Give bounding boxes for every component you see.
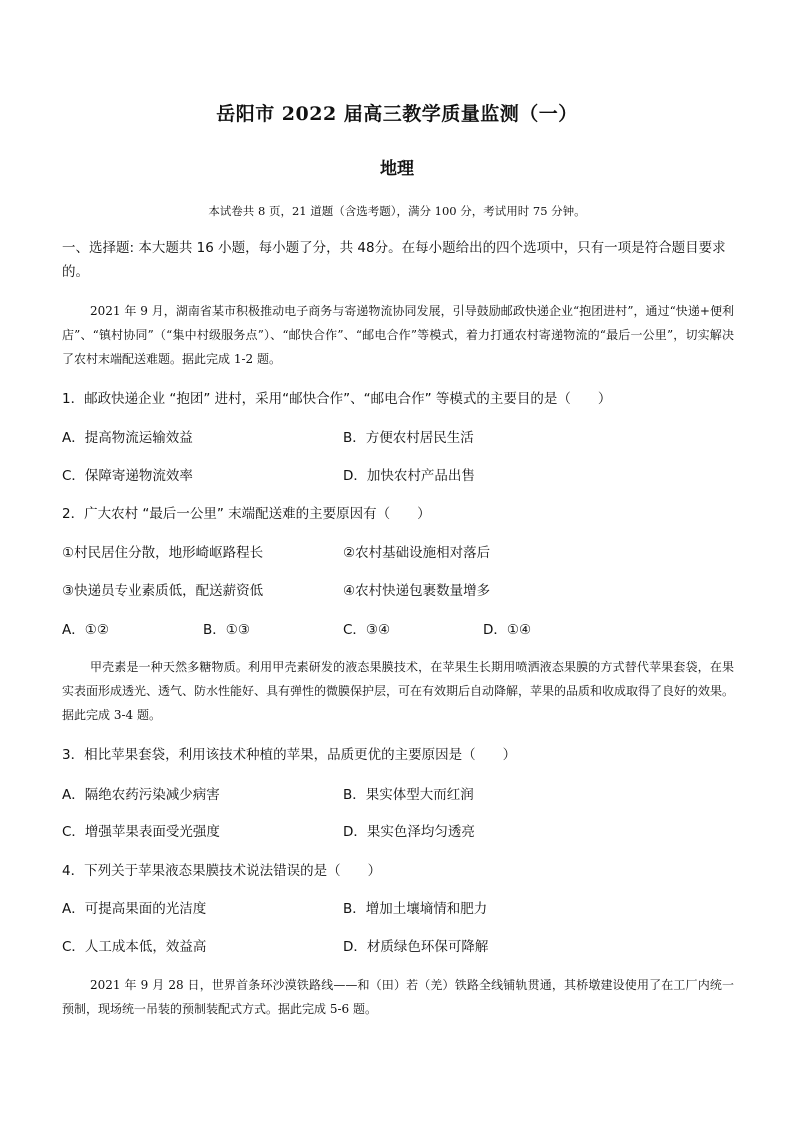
question-1-option-a[interactable]: A．提高物流运输效益 [62,430,193,446]
material-paragraph-1: 2021 年 9 月，湖南省某市积极推动电子商务与寄递物流协同发展，引导鼓励邮政快递企业“抱团进村”，通过“快递+便利店”、“镇村协同”（“集中村级服务点”）、“邮快合作”、“邮电合作”等模式，着力打通农村寄递物流的“最后一公里”，切实解决了农村末端配送难题。据此完成 1-2 题。 [62,304,734,366]
question-4-option-a[interactable]: A．可提高果面的光洁度 [62,901,207,917]
exam-note: 本试卷共 8 页，21 道题（含选考题），满分 100 分，考试用时 75 分钟。 [208,204,586,218]
question-2-option-d[interactable]: D．①④ [483,622,532,638]
question-4-option-c[interactable]: C．人工成本低，效益高 [62,939,207,955]
question-2-statement-4: ④农村快递包裹数量增多 [343,583,491,599]
question-4-stem: 4．下列关于苹果液态果膜技术说法错误的是（ ） [62,863,382,879]
question-3-option-a[interactable]: A．隔绝农药污染减少病害 [62,787,220,803]
question-1-stem: 1．邮政快递企业 “抱团” 进村，采用“邮快合作”、“邮电合作” 等模式的主要目的是（ ） [62,391,612,407]
question-2-statement-2: ②农村基础设施相对落后 [343,545,491,561]
question-2-option-a[interactable]: A．①② [62,622,109,638]
question-3-option-c[interactable]: C．增强苹果表面受光强度 [62,824,220,840]
question-1-option-c[interactable]: C．保障寄递物流效率 [62,468,193,484]
question-4-option-d[interactable]: D．材质绿色环保可降解 [343,939,489,955]
exam-title: 岳阳市 2022 届高三教学质量监测（一） [216,103,578,125]
question-3-stem: 3．相比苹果套袋，利用该技术种植的苹果，品质更优的主要原因是（ ） [62,747,517,763]
question-3-option-d[interactable]: D．果实色泽均匀透亮 [343,824,475,840]
material-paragraph-3: 2021 年 9 月 28 日，世界首条环沙漠铁路线——和（田）若（羌）铁路全线铺轨贯通，其桥墩建设使用了在工厂内统一预制，现场统一吊装的预制装配式方式。据此完成 5-6 题。 [62,978,734,1016]
question-2-stem: 2．广大农村 “最后一公里” 末端配送难的主要原因有（ ） [62,506,431,522]
question-1-option-d[interactable]: D．加快农村产品出售 [343,468,475,484]
section-instruction: 一、选择题: 本大题共 16 小题，每小题了分，共 48分。在每小题给出的四个选项中，只有一项是符合题目要求的。 [62,240,726,280]
question-2-option-c[interactable]: C．③④ [343,622,391,638]
question-2-option-b[interactable]: B．①③ [203,622,250,638]
question-2-statement-1: ①村民居住分散，地形崎岖路程长 [62,545,264,561]
material-paragraph-2: 甲壳素是一种天然多糖物质。利用甲壳素研发的液态果膜技术，在苹果生长期用喷洒液态果膜的方式替代苹果套袋，在果实表面形成透光、透气、防水性能好、具有弹性的微膜保护层，可在有效期后自动降解，苹果的品质和收成取得了良好的效果。据此完成 3-4 题。 [62,660,735,722]
subject-title: 地理 [380,159,414,179]
question-4-option-b[interactable]: B．增加土壤墒情和肥力 [343,901,488,917]
question-1-option-b[interactable]: B．方便农村居民生活 [343,430,474,446]
question-2-statement-3: ③快递员专业素质低，配送薪资低 [62,583,264,599]
question-3-option-b[interactable]: B．果实体型大而红润 [343,787,474,803]
